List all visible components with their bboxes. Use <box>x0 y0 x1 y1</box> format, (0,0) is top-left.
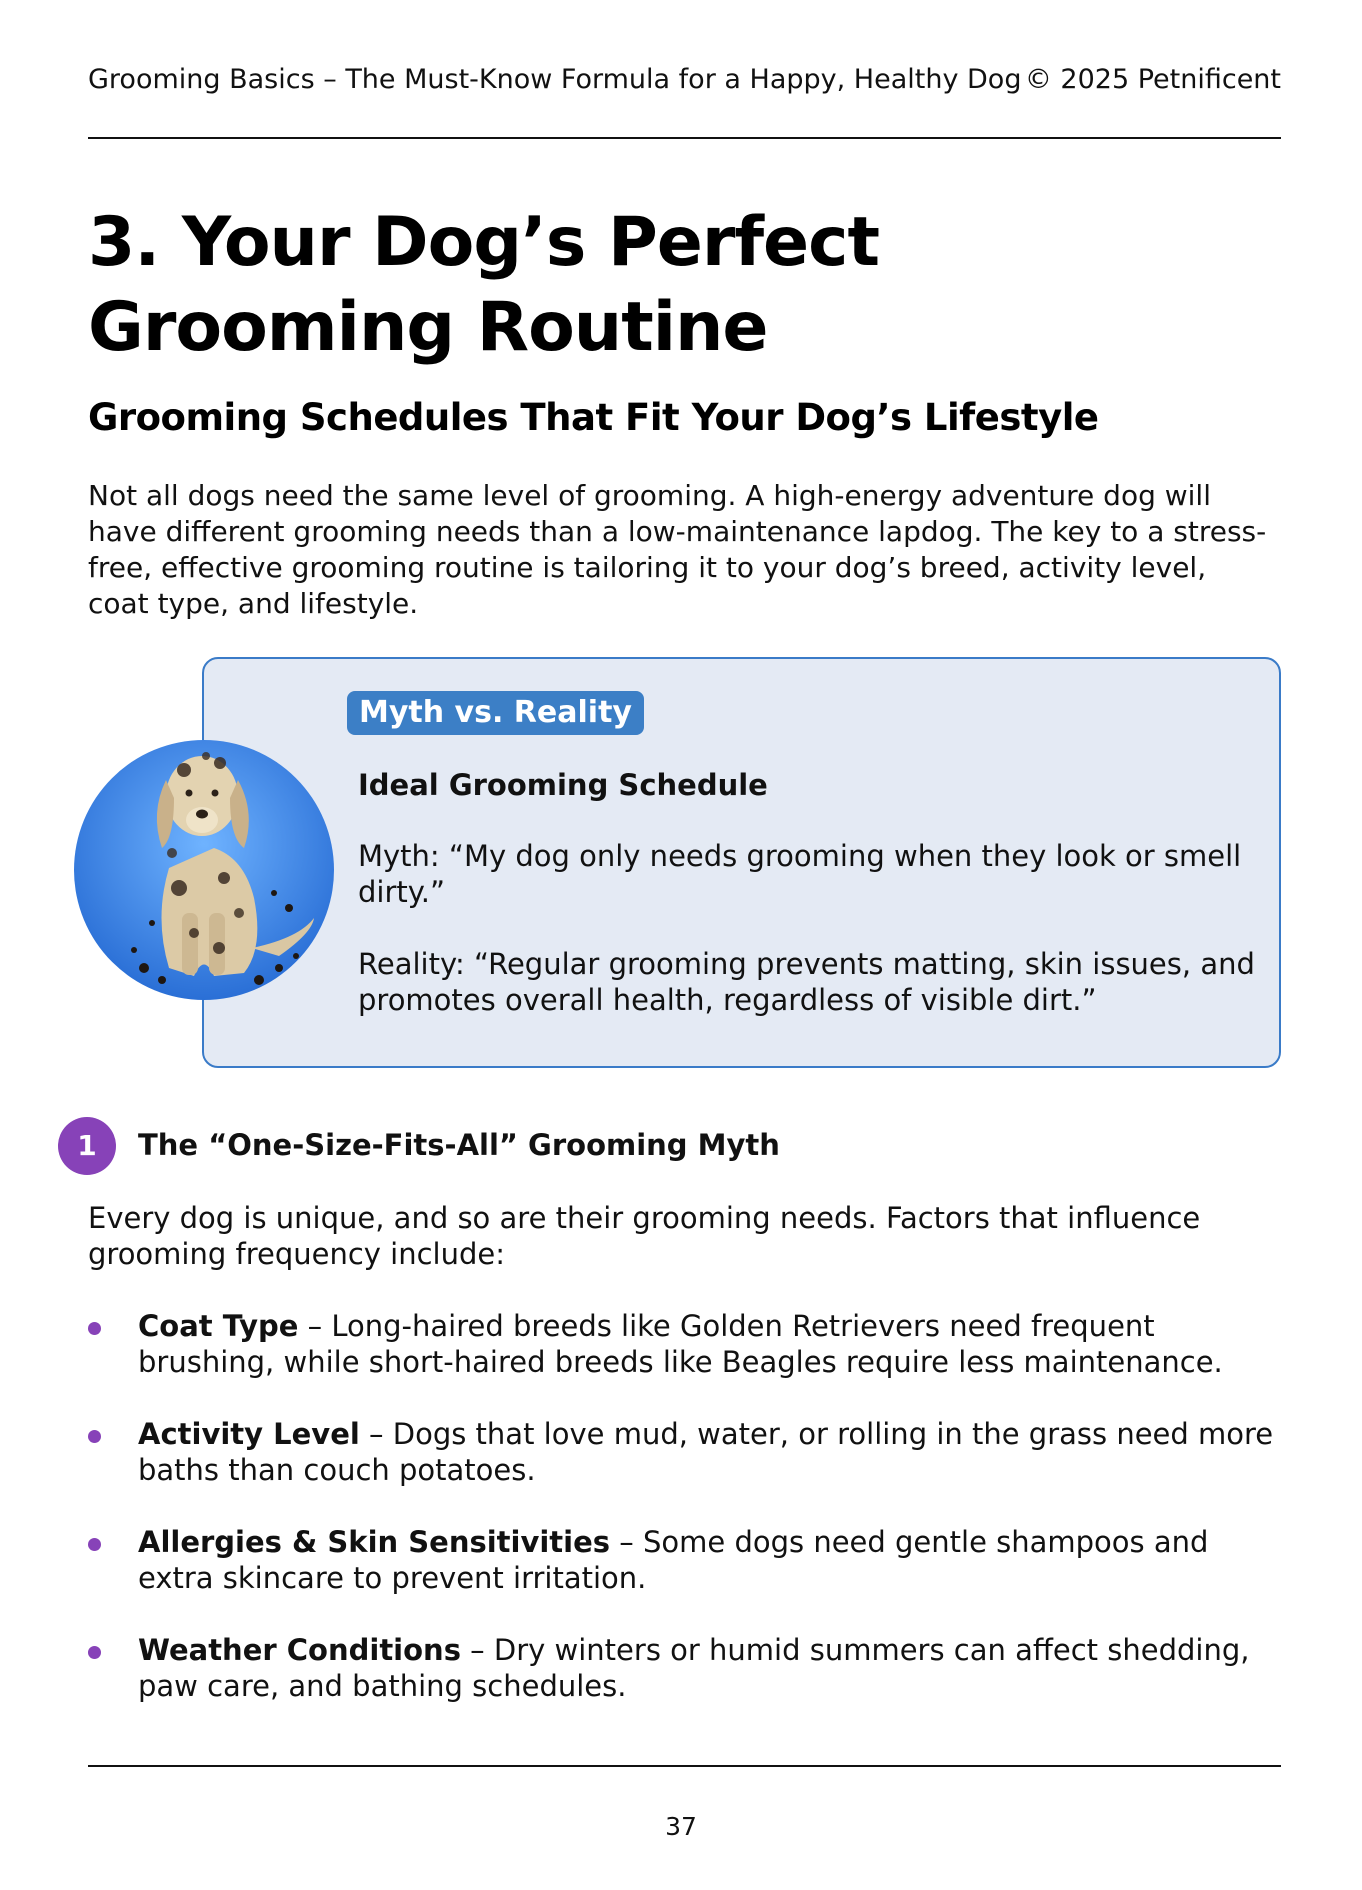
myth-vs-reality-badge: Myth vs. Reality <box>347 691 644 735</box>
list-item-text <box>138 1416 1278 1488</box>
list-item-term: Coat Type <box>138 1309 299 1343</box>
reality-statement: Reality: “Regular grooming prevents matting, skin issues, and promotes overall health, regardless of visible dirt.” <box>358 947 1255 1017</box>
section-number-badge: 1 <box>58 1117 116 1175</box>
list-item-description: – Some dogs need gentle shampoos and extra skincare to prevent irritation. <box>138 1525 1209 1595</box>
subsection-intro: Every dog is unique, and so are their grooming needs. Factors that influence grooming frequency include: <box>88 1201 1201 1271</box>
page-title-line-2: Grooming Routine <box>88 288 768 367</box>
myth-statement: Myth: “My dog only needs grooming when they look or smell dirty.” <box>358 839 1242 909</box>
list-item-description: – Dogs that love mud, water, or rolling in the grass need more baths than couch potatoes. <box>138 1417 1274 1487</box>
page-header <box>88 64 1281 95</box>
header-divider <box>88 137 1281 139</box>
list-item-term: Allergies & Skin Sensitivities <box>138 1525 611 1559</box>
list-item-text <box>138 1524 1278 1596</box>
intro-paragraph: Not all dogs need the same level of grooming. A high-energy adventure dog will have different grooming needs than a low-maintenance lapdog. The key to a stress-free, effective grooming routine is tailoring it to your dog’s breed, activity level, coat type, and lifestyle. <box>88 479 1267 620</box>
section-heading: Grooming Schedules That Fit Your Dog’s Lifestyle <box>88 396 1099 439</box>
bullet-dot <box>88 1538 101 1551</box>
bullet-dot <box>88 1322 101 1335</box>
bullet-dot <box>88 1430 101 1443</box>
header-copyright: © 2025 Petnificent <box>1024 64 1281 95</box>
list-item-term: Weather Conditions <box>138 1633 461 1667</box>
bullet-dot <box>88 1646 101 1659</box>
myth-box-title: Ideal Grooming Schedule <box>358 768 768 802</box>
list-item-text <box>138 1308 1278 1380</box>
muddy-dog-illustration <box>74 718 334 1000</box>
header-title: Grooming Basics – The Must-Know Formula for a Happy, Healthy Dog <box>88 64 1022 95</box>
list-item-description: – Long-haired breeds like Golden Retrievers need frequent brushing, while short-haired breeds like Beagles require less maintenance. <box>138 1309 1223 1379</box>
list-item-text <box>138 1632 1278 1704</box>
page-number: 37 <box>665 1812 697 1841</box>
list-item-term: Activity Level <box>138 1417 360 1451</box>
page-title-line-1: 3. Your Dog’s Perfect <box>88 203 879 282</box>
page-title <box>88 200 1088 370</box>
list-item-description: – Dry winters or humid summers can affect shedding, paw care, and bathing schedules. <box>138 1633 1250 1703</box>
footer-divider <box>88 1765 1281 1767</box>
subsection-heading: The “One-Size-Fits-All” Grooming Myth <box>138 1128 780 1162</box>
